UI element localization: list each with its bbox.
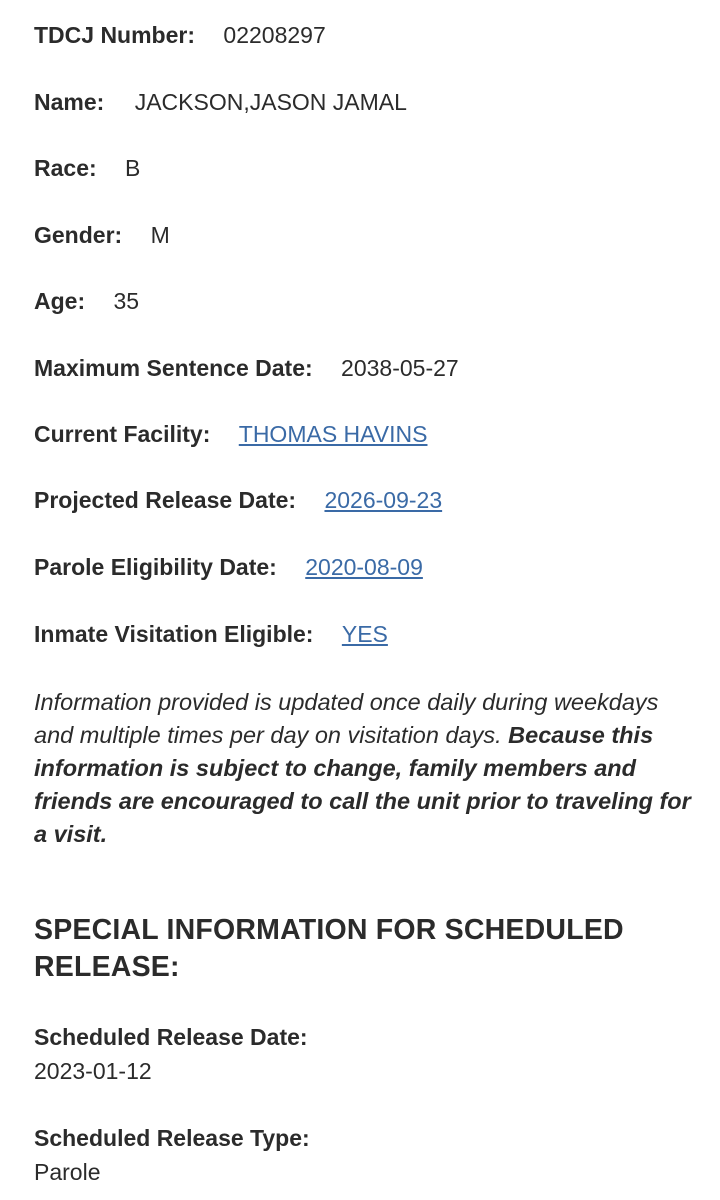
name-row bbox=[34, 88, 407, 116]
scheduled-release-type-label: Scheduled Release Type: bbox=[34, 1125, 310, 1151]
gender-value: M bbox=[150, 222, 170, 248]
max-sentence-date-row bbox=[34, 354, 459, 382]
tdcj-number-value: 02208297 bbox=[223, 22, 326, 48]
gender-row bbox=[34, 221, 170, 249]
scheduled-release-date-label: Scheduled Release Date: bbox=[34, 1024, 308, 1050]
current-facility-link[interactable]: THOMAS HAVINS bbox=[238, 421, 428, 447]
visitation-eligible-row bbox=[34, 620, 388, 648]
age-label: Age: bbox=[34, 288, 86, 314]
tdcj-number-row bbox=[34, 21, 326, 49]
race-row bbox=[34, 154, 140, 182]
race-label: Race: bbox=[34, 155, 97, 181]
max-sentence-date-value: 2038-05-27 bbox=[341, 355, 459, 381]
notice-bold-text: Because this information is subject to change, family members and friends are encouraged to call the unit prior to traveling for a visit. bbox=[34, 722, 691, 847]
notice-italic-text: Information provided is updated once daily during weekdays and multiple times per day on visitation days. bbox=[34, 689, 659, 748]
scheduled-release-date-block bbox=[34, 1020, 308, 1088]
tdcj-number-label: TDCJ Number: bbox=[34, 22, 196, 48]
visitation-eligible-label: Inmate Visitation Eligible: bbox=[34, 621, 314, 647]
special-info-heading: SPECIAL INFORMATION FOR SCHEDULED RELEASE: bbox=[34, 914, 624, 983]
current-facility-label: Current Facility: bbox=[34, 421, 211, 447]
projected-release-date-label: Projected Release Date: bbox=[34, 487, 297, 513]
visitation-eligible-link[interactable]: YES bbox=[341, 621, 388, 647]
name-label: Name: bbox=[34, 89, 105, 115]
scheduled-release-date-value: 2023-01-12 bbox=[34, 1058, 152, 1084]
projected-release-date-row bbox=[34, 486, 442, 514]
age-value: 35 bbox=[113, 288, 140, 314]
name-value: JACKSON,JASON JAMAL bbox=[134, 89, 407, 115]
scheduled-release-type-value: Parole bbox=[34, 1159, 101, 1185]
gender-label: Gender: bbox=[34, 222, 123, 248]
age-row bbox=[34, 287, 139, 315]
parole-eligibility-date-link[interactable]: 2020-08-09 bbox=[305, 554, 423, 580]
parole-eligibility-date-row bbox=[34, 553, 423, 581]
parole-eligibility-date-label: Parole Eligibility Date: bbox=[34, 554, 277, 580]
max-sentence-date-label: Maximum Sentence Date: bbox=[34, 355, 313, 381]
projected-release-date-link[interactable]: 2026-09-23 bbox=[324, 487, 443, 513]
race-value: B bbox=[125, 155, 141, 181]
visitation-notice bbox=[34, 686, 704, 851]
scheduled-release-type-block bbox=[34, 1121, 310, 1189]
current-facility-row bbox=[34, 420, 427, 448]
